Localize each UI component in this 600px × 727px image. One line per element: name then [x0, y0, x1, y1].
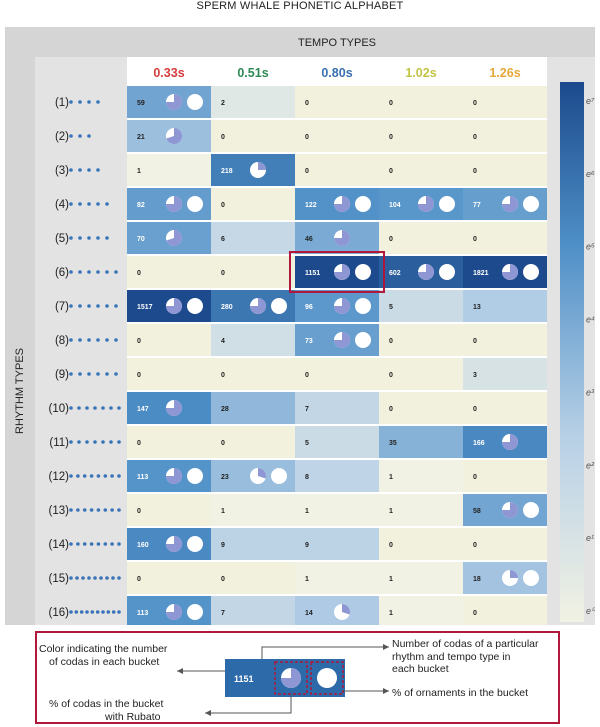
rhythm-dot-15-2: [80, 610, 84, 614]
ornament-pie-13-base: [271, 468, 287, 484]
rhythm-label-3: (4): [54, 199, 69, 211]
cell-value-r3-c1: 0: [221, 202, 225, 209]
rhythm-dot-7-0: [69, 338, 73, 342]
heatmap-panel: [5, 27, 595, 625]
cell-value-r7-c2: 73: [305, 338, 313, 345]
rhythm-dot-1-1: [78, 134, 82, 138]
colorbar-tick-2: e²: [586, 460, 595, 471]
rhythm-dot-2-3: [96, 168, 100, 172]
colorbar-tick-1: e¹: [586, 533, 595, 544]
ornament-pie-4: [523, 196, 539, 212]
cell-value-r7-c0: 0: [137, 338, 141, 345]
rhythm-dot-7-5: [114, 338, 118, 342]
cell-value-r6-c2: 96: [305, 304, 313, 311]
cell-value-r12-c1: 1: [221, 508, 225, 515]
rhythm-dot-5-2: [87, 270, 91, 274]
rubato-pie-2: [250, 162, 266, 178]
cell-value-r10-c2: 5: [305, 440, 309, 447]
heatmap-chart: [5, 27, 595, 625]
rubato-pie-6: [502, 196, 518, 212]
rhythm-dot-12-7: [117, 508, 121, 512]
rhythm-side-bar: [5, 27, 35, 625]
rhythm-dot-5-0: [69, 270, 73, 274]
rubato-pie-17: [502, 434, 518, 450]
tempo-header-2: 0.80s: [321, 66, 353, 80]
rubato-pie-22: [166, 604, 182, 620]
colorbar-tick-7: e⁷: [586, 96, 595, 106]
rubato-pie-1: [166, 128, 182, 144]
rhythm-dot-15-5: [96, 610, 100, 614]
cell-value-r9-c0: 147: [137, 406, 149, 413]
cell-value-r15-c3: 1: [389, 610, 393, 617]
ornament-pie-0-base: [187, 94, 203, 110]
rhythm-label-7: (8): [54, 335, 69, 347]
rhythm-dot-5-1: [78, 270, 82, 274]
tempo-header-1: 0.51s: [237, 66, 269, 80]
legend-rubato-text: [45, 698, 225, 723]
rhythm-dot-14-1: [75, 576, 79, 580]
rhythm-dot-13-5: [104, 542, 108, 546]
rhythm-dot-12-5: [104, 508, 108, 512]
rhythm-dot-14-4: [93, 576, 97, 580]
ornament-pie-15-base: [187, 536, 203, 552]
rhythm-dot-13-0: [69, 542, 73, 546]
cell-value-r10-c0: 0: [137, 440, 141, 447]
rhythm-dot-8-4: [105, 372, 109, 376]
tempo-header-3: 1.02s: [405, 66, 437, 80]
rhythm-dot-13-2: [83, 542, 87, 546]
cell-value-r8-c2: 0: [305, 372, 309, 379]
rhythm-dot-11-6: [110, 474, 114, 478]
ornament-pie-8: [187, 298, 203, 314]
rubato-pie-0: [166, 94, 182, 110]
rhythm-label-5: (6): [54, 267, 69, 279]
rhythm-dot-4-2: [87, 236, 91, 240]
rhythm-dot-9-0: [69, 406, 73, 410]
ornament-pie-17-base: [523, 570, 539, 586]
colorbar-tick-6: e⁶: [586, 168, 595, 179]
ornament-pie-18: [187, 604, 203, 620]
rhythm-dot-14-3: [87, 576, 91, 580]
rhythm-dot-13-1: [76, 542, 80, 546]
rhythm-dot-10-4: [101, 440, 105, 444]
rhythm-dot-15-7: [107, 610, 111, 614]
cell-value-r4-c4: 0: [473, 236, 477, 243]
cell-value-r5-c1: 0: [221, 270, 225, 277]
legend-example-value: 1151: [234, 674, 254, 684]
rhythm-label-11: (12): [48, 471, 69, 483]
legend-ornament-pie: [317, 668, 337, 688]
rhythm-dot-15-9: [117, 610, 121, 614]
rhythm-dot-10-0: [69, 440, 73, 444]
rhythm-dot-11-1: [76, 474, 80, 478]
rubato-pie-3: [166, 196, 182, 212]
rhythm-dot-3-1: [78, 202, 82, 206]
rhythm-dot-8-2: [87, 372, 91, 376]
cell-value-r8-c1: 0: [221, 372, 225, 379]
rhythm-dot-12-1: [76, 508, 80, 512]
rhythm-dot-11-2: [83, 474, 87, 478]
legend-count-line-3: each bucket: [392, 663, 449, 675]
rhythm-dot-6-3: [96, 304, 100, 308]
cell-value-r7-c4: 0: [473, 338, 477, 345]
rhythm-label-1: (2): [54, 131, 69, 143]
rhythm-dot-7-2: [87, 338, 91, 342]
rhythm-label-0: (1): [54, 97, 69, 109]
rubato-pie-14: [334, 298, 350, 314]
legend-rubato-pie: [281, 668, 301, 688]
rhythm-dot-5-5: [114, 270, 118, 274]
cell-value-r3-c0: 82: [137, 202, 145, 209]
rubato-pie-16: [166, 400, 182, 416]
ornament-pie-16: [502, 570, 518, 586]
cell-value-r12-c0: 0: [137, 508, 141, 515]
cell-value-r0-c3: 0: [389, 100, 393, 107]
cell-value-r3-c2: 122: [305, 202, 317, 209]
cell-value-r14-c4: 18: [473, 576, 481, 583]
ornament-pie-17: [523, 570, 539, 586]
rhythm-dot-4-1: [78, 236, 82, 240]
rhythm-dot-1-2: [87, 134, 91, 138]
rhythm-dot-9-5: [109, 406, 113, 410]
colorbar-tick-0: e⁰: [586, 606, 595, 616]
cell-value-r4-c1: 6: [221, 236, 225, 243]
legend-arrow-color-head: [177, 668, 183, 674]
cell-value-r15-c4: 0: [473, 610, 477, 617]
ornament-pie-15: [187, 536, 203, 552]
cell-value-r0-c4: 0: [473, 100, 477, 107]
ornament-pie-12: [187, 468, 203, 484]
rubato-pie-8: [334, 230, 350, 246]
ornament-pie-1: [187, 196, 203, 212]
ornament-pie-14: [523, 502, 539, 518]
cell-value-r14-c1: 0: [221, 576, 225, 583]
colorbar-tick-3: e³: [586, 387, 595, 398]
rhythm-dot-14-0: [69, 576, 73, 580]
cell-value-r0-c0: 59: [137, 100, 145, 107]
rhythm-dot-14-8: [117, 576, 121, 580]
cell-value-r10-c4: 166: [473, 440, 485, 447]
cell-value-r15-c2: 14: [305, 610, 313, 617]
cell-value-r0-c2: 0: [305, 100, 309, 107]
rhythm-dot-10-1: [77, 440, 81, 444]
tempo-header-0: 0.33s: [153, 66, 185, 80]
rhythm-dot-9-4: [101, 406, 105, 410]
rhythm-dot-5-3: [96, 270, 100, 274]
cell-value-r12-c3: 1: [389, 508, 393, 515]
rubato-pie-21: [166, 536, 182, 552]
rhythm-dot-0-2: [87, 100, 91, 104]
cell-value-r12-c2: 1: [305, 508, 309, 515]
rhythm-dot-1-0: [69, 134, 73, 138]
cell-value-r14-c0: 0: [137, 576, 141, 583]
rhythm-dot-11-0: [69, 474, 73, 478]
rubato-pie-18: [166, 468, 182, 484]
rhythm-dot-15-0: [69, 610, 73, 614]
rhythm-label-4: (5): [54, 233, 69, 245]
colorbar-tick-4: e⁴: [586, 314, 595, 325]
rhythm-dot-11-5: [104, 474, 108, 478]
legend-ornament-pie-base: [317, 668, 337, 688]
rubato-pie-4: [334, 196, 350, 212]
cell-value-r4-c0: 70: [137, 236, 145, 243]
rhythm-label-2: (3): [54, 165, 69, 177]
cell-value-r13-c0: 160: [137, 542, 149, 549]
rhythm-dot-5-4: [105, 270, 109, 274]
ornament-pie-9-base: [271, 298, 287, 314]
rubato-pie-20: [502, 502, 518, 518]
ornament-pie-9: [271, 298, 287, 314]
rhythm-dot-3-2: [87, 202, 91, 206]
cell-value-r1-c4: 0: [473, 134, 477, 141]
cell-value-r13-c4: 0: [473, 542, 477, 549]
cell-value-r2-c1: 218: [221, 168, 233, 175]
cell-value-r1-c3: 0: [389, 134, 393, 141]
rhythm-label-14: (15): [48, 573, 69, 585]
rhythm-dot-2-1: [78, 168, 82, 172]
rhythm-dot-10-3: [93, 440, 97, 444]
cell-value-r2-c0: 1: [137, 168, 141, 175]
ornament-pie-11-base: [355, 332, 371, 348]
ornament-pie-13: [271, 468, 287, 484]
rhythm-dot-13-7: [117, 542, 121, 546]
cell-value-r9-c4: 0: [473, 406, 477, 413]
ornament-pie-7-base: [523, 264, 539, 280]
legend-count-line-1: Number of codas of a particular: [392, 638, 539, 650]
rhythm-dot-8-0: [69, 372, 73, 376]
ornament-pie-4-base: [523, 196, 539, 212]
legend-rubato-line-1: % of codas in the bucket: [49, 698, 164, 710]
ornament-pie-2: [355, 196, 371, 212]
ornament-pie-6-base: [439, 264, 455, 280]
ornament-pie-10-base: [355, 298, 371, 314]
legend-rubato-line-2: with Rubato: [105, 710, 161, 723]
tempo-header-4: 1.26s: [489, 66, 521, 80]
ornament-pie-7: [523, 264, 539, 280]
rhythm-dot-15-8: [112, 610, 116, 614]
cell-value-r5-c4: 1821: [473, 270, 489, 277]
cell-value-r4-c3: 0: [389, 236, 393, 243]
rhythm-dot-8-1: [78, 372, 82, 376]
legend-count-line-2: rhythm and tempo type in: [392, 650, 511, 663]
rhythm-label-8: (9): [54, 369, 69, 381]
cell-value-r1-c2: 0: [305, 134, 309, 141]
cell-value-r6-c1: 280: [221, 304, 233, 311]
rhythm-dot-7-3: [96, 338, 100, 342]
rhythm-dot-3-4: [105, 202, 109, 206]
ornament-pie-14-base: [523, 502, 539, 518]
rhythm-dot-14-5: [99, 576, 103, 580]
rhythm-dot-15-1: [75, 610, 79, 614]
cell-value-r10-c1: 0: [221, 440, 225, 447]
rhythm-dot-13-3: [90, 542, 94, 546]
cell-value-r13-c3: 0: [389, 542, 393, 549]
cell-value-r14-c2: 1: [305, 576, 309, 583]
cell-value-r6-c0: 1517: [137, 304, 153, 311]
ornament-pie-11: [355, 332, 371, 348]
cell-value-r5-c3: 602: [389, 270, 401, 277]
ornament-pie-2-base: [355, 196, 371, 212]
rhythm-dot-6-5: [114, 304, 118, 308]
cell-value-r5-c0: 0: [137, 270, 141, 277]
colorbar-tick-5: e⁵: [586, 241, 595, 252]
rhythm-dot-0-3: [96, 100, 100, 104]
cell-value-r11-c0: 113: [137, 474, 149, 481]
cell-value-r8-c0: 0: [137, 372, 141, 379]
rhythm-label-9: (10): [48, 403, 69, 415]
ornament-pie-0: [187, 94, 203, 110]
cell-value-r9-c3: 0: [389, 406, 393, 413]
rhythm-dot-9-2: [85, 406, 89, 410]
cell-value-r14-c3: 1: [389, 576, 393, 583]
rhythm-dot-10-2: [85, 440, 89, 444]
legend-arrow-ornament-head: [383, 688, 389, 694]
cell-value-r4-c2: 46: [305, 236, 313, 243]
cell-value-r11-c3: 1: [389, 474, 393, 481]
rhythm-dot-9-1: [77, 406, 81, 410]
legend-arrow-count-line: [262, 647, 389, 659]
cell-value-r12-c4: 58: [473, 508, 481, 515]
rhythm-dot-12-0: [69, 508, 73, 512]
legend-color-line-1: Color indicating the number: [39, 643, 168, 655]
rhythm-dot-4-0: [69, 236, 73, 240]
cell-value-r8-c4: 3: [473, 372, 477, 379]
rhythm-dot-13-6: [110, 542, 114, 546]
rhythm-label-12: (13): [48, 505, 69, 517]
cell-value-r9-c2: 7: [305, 406, 309, 413]
ornament-pie-1-base: [187, 196, 203, 212]
rubato-pie-5: [418, 196, 434, 212]
rhythm-dot-9-6: [117, 406, 121, 410]
ornament-pie-6: [439, 264, 455, 280]
legend-color-line-2: of codas in each bucket: [49, 655, 160, 668]
rubato-pie-7: [166, 230, 182, 246]
rhythm-dot-0-1: [78, 100, 82, 104]
rhythm-dot-14-7: [111, 576, 115, 580]
rhythm-dot-15-4: [91, 610, 95, 614]
rhythm-dot-10-5: [109, 440, 113, 444]
rhythm-dot-6-2: [87, 304, 91, 308]
rhythm-label-13: (14): [48, 539, 69, 551]
rhythm-dot-7-4: [105, 338, 109, 342]
cell-value-r3-c3: 104: [389, 202, 401, 209]
cell-value-r1-c0: 21: [137, 134, 145, 141]
rubato-pie-11: [502, 264, 518, 280]
ornament-pie-3: [439, 196, 455, 212]
rhythm-dot-0-0: [69, 100, 73, 104]
legend-color-text: [39, 643, 219, 668]
cell-value-r2-c4: 0: [473, 168, 477, 175]
rhythm-label-10: (11): [49, 437, 69, 449]
rhythm-dot-12-3: [90, 508, 94, 512]
cell-value-r2-c3: 0: [389, 168, 393, 175]
rhythm-dot-3-3: [96, 202, 100, 206]
rhythm-label-6: (7): [54, 301, 69, 313]
cell-value-r3-c4: 77: [473, 202, 481, 209]
cell-value-r15-c0: 113: [137, 610, 149, 617]
rhythm-dot-3-0: [69, 202, 73, 206]
ornament-pie-5-base: [355, 264, 371, 280]
legend-count-text: [392, 638, 562, 676]
rhythm-dot-10-6: [117, 440, 121, 444]
cell-value-r15-c1: 7: [221, 610, 225, 617]
rhythm-dot-6-4: [105, 304, 109, 308]
rhythm-dot-7-1: [78, 338, 82, 342]
rhythm-dot-12-2: [83, 508, 87, 512]
rubato-pie-10: [418, 264, 434, 280]
cell-value-r13-c2: 9: [305, 542, 309, 549]
ornament-pie-18-base: [187, 604, 203, 620]
y-axis-label: RHYTHM TYPES: [14, 348, 26, 434]
rhythm-dot-13-4: [97, 542, 101, 546]
rhythm-dot-6-0: [69, 304, 73, 308]
page-title: SPERM WHALE PHONETIC ALPHABET: [196, 0, 404, 12]
cell-value-r7-c1: 4: [221, 338, 225, 345]
ornament-pie-12-base: [187, 468, 203, 484]
rhythm-dot-9-3: [93, 406, 97, 410]
rhythm-dot-2-0: [69, 168, 73, 172]
rubato-pie-19: [250, 468, 266, 484]
rhythm-dot-2-2: [87, 168, 91, 172]
colorbar: [560, 82, 584, 622]
legend-arrow-count-head: [383, 644, 389, 650]
cell-value-r6-c4: 13: [473, 304, 481, 311]
rhythm-dot-15-6: [101, 610, 105, 614]
rhythm-dot-4-3: [96, 236, 100, 240]
rhythm-dot-4-4: [105, 236, 109, 240]
rhythm-dot-8-5: [114, 372, 118, 376]
rubato-pie-12: [166, 298, 182, 314]
rhythm-dot-8-3: [96, 372, 100, 376]
x-axis-label: TEMPO TYPES: [297, 37, 377, 49]
ornament-pie-8-base: [187, 298, 203, 314]
ornament-pie-5: [355, 264, 371, 280]
cell-value-r0-c1: 2: [221, 100, 225, 107]
cell-value-r11-c2: 8: [305, 474, 309, 481]
rhythm-dot-14-6: [105, 576, 109, 580]
rhythm-dot-11-4: [97, 474, 101, 478]
legend-ornament-text: % of ornaments in the bucket: [392, 687, 528, 699]
cell-value-r5-c2: 1151: [305, 270, 321, 277]
rhythm-dot-11-3: [90, 474, 94, 478]
legend-box: [35, 631, 560, 724]
rhythm-dot-11-7: [117, 474, 121, 478]
cell-value-r2-c2: 0: [305, 168, 309, 175]
cell-value-r11-c4: 0: [473, 474, 477, 481]
rhythm-label-15: (16): [48, 607, 69, 619]
cell-value-r9-c1: 28: [221, 406, 229, 413]
rhythm-dot-12-6: [110, 508, 114, 512]
rubato-pie-9: [334, 264, 350, 280]
rhythm-dot-15-3: [85, 610, 89, 614]
rubato-pie-23: [334, 604, 350, 620]
cell-value-r11-c1: 23: [221, 474, 229, 481]
rhythm-dot-12-4: [97, 508, 101, 512]
cell-value-r10-c3: 35: [389, 440, 397, 447]
rubato-pie-13: [250, 298, 266, 314]
ornament-pie-3-base: [439, 196, 455, 212]
cell-value-r7-c3: 0: [389, 338, 393, 345]
cell-value-r6-c3: 5: [389, 304, 393, 311]
rhythm-dot-14-2: [81, 576, 85, 580]
ornament-pie-10: [355, 298, 371, 314]
cell-value-r1-c1: 0: [221, 134, 225, 141]
cell-value-r13-c1: 9: [221, 542, 225, 549]
rubato-pie-15: [334, 332, 350, 348]
rhythm-dot-6-1: [78, 304, 82, 308]
cell-value-r8-c3: 0: [389, 372, 393, 379]
